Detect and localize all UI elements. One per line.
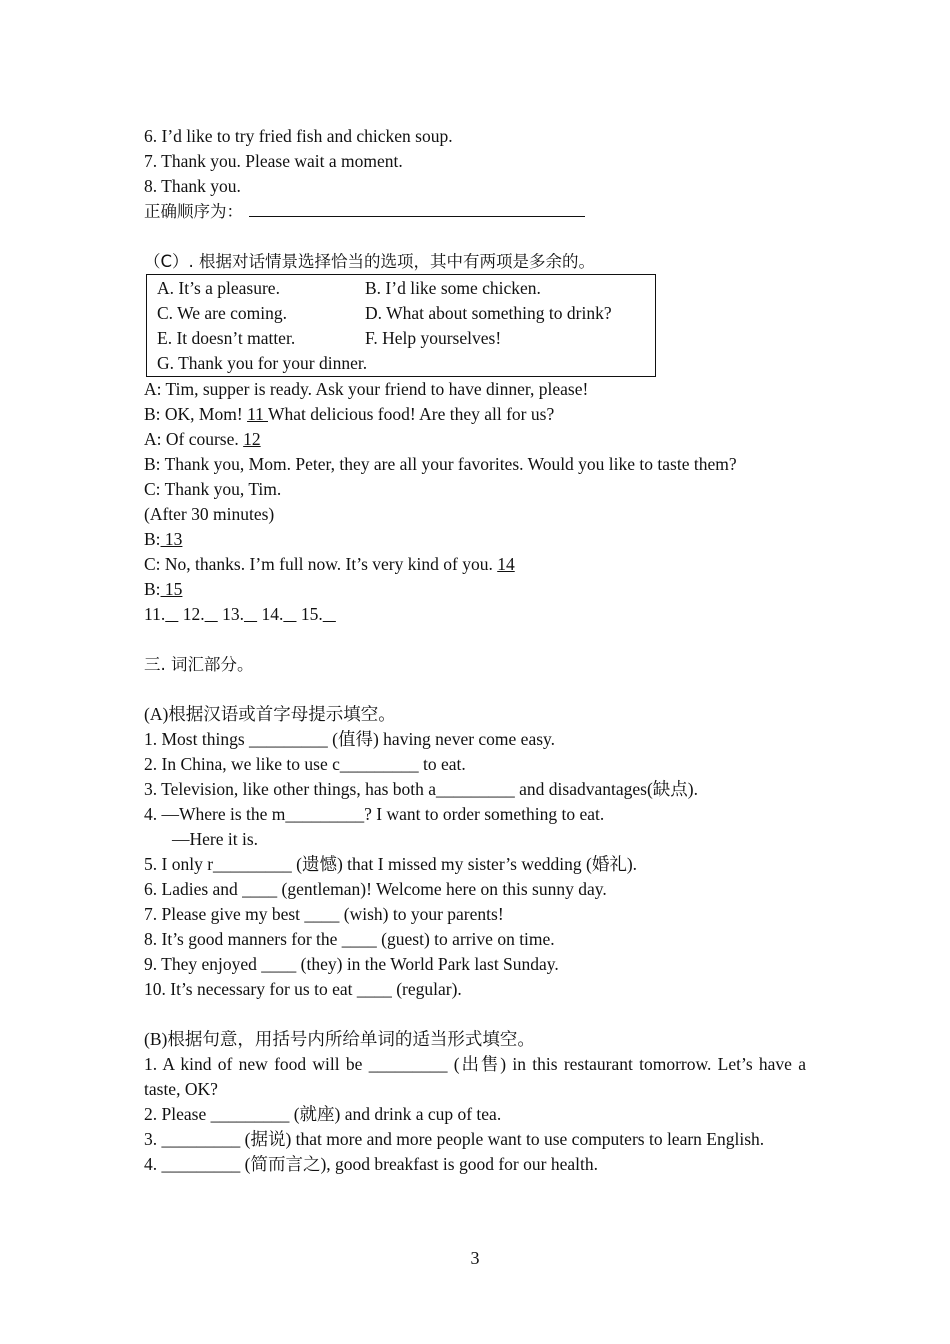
list-item: 6. I’d like to try fried fish and chicken soup. [144,126,453,146]
option-b: B. I’d like some chicken. [365,278,541,298]
dialog-text: What delicious food! Are they all for us? [267,404,555,424]
order-label: 正确顺序为： [144,202,243,221]
option-d: D. What about something to drink? [365,303,612,323]
list-item: 7. Thank you. Please wait a moment. [144,151,403,171]
page-content [144,124,806,1177]
dialog-text: B: [144,529,161,549]
section-3-heading: 三. 词汇部分。 [144,655,254,674]
list-item: 9. They enjoyed ____ (they) in the World Park last Sunday. [144,954,559,974]
answer-blank[interactable] [323,604,336,624]
list-item: 8. Thank you. [144,176,241,196]
option-g: G. Thank you for your dinner. [157,353,368,373]
order-answer-line [144,199,806,224]
list-item: 10. It’s necessary for us to eat ____ (regular). [144,979,462,999]
answer-label: 14. [261,604,284,624]
options-row [147,351,655,376]
dialog-blank-11[interactable]: 11 [247,404,268,424]
list-item: 8. It’s good manners for the ____ (guest) to arrive on time. [144,929,555,949]
dialog-line [144,552,806,577]
spacer [144,677,806,702]
list-item: 7. Please give my best ____ (wish) to your parents! [144,904,504,924]
list-item: 3. Television, like other things, has both a_________ and disadvantages(缺点). [144,779,698,799]
dialog-line [144,577,806,602]
dialog-line [144,527,806,552]
dialog-blank-15[interactable]: 15 [160,579,183,599]
spacer [144,224,806,249]
options-row [147,276,655,301]
order-answer-blank[interactable] [249,199,585,217]
list-item: 3. _________ (据说) that more and more people want to use computers to learn English. [144,1129,765,1149]
list-item: 6. Ladies and ____ (gentleman)! Welcome here on this sunny day. [144,879,607,899]
answer-blank[interactable] [205,604,218,624]
spacer [144,627,806,652]
options-row [147,301,655,326]
dialog-line: A: Tim, supper is ready. Ask your friend to have dinner, please! [144,379,589,399]
list-item: 4. —Where is the m_________? I want to order something to eat. [144,804,605,824]
list-item: 5. I only r_________ (遗憾) that I missed my sister’s wedding (婚礼). [144,854,638,874]
dialog-line: C: Thank you, Tim. [144,479,282,499]
list-item: 1. A kind of new food will be _________ (出售) in this restaurant tomorrow. Let’s have a taste, OK? [144,1054,806,1099]
dialog-blank-12[interactable]: 12 [243,429,261,449]
list-item: 4. _________ (简而言之), good breakfast is good for our health. [144,1154,598,1174]
section-c-heading: （C）. 根据对话情景选择恰当的选项，其中有两项是多余的。 [144,252,596,271]
options-box [146,274,656,377]
list-item: 2. In China, we like to use c_________ to eat. [144,754,466,774]
option-e: E. It doesn’t matter. [157,328,296,348]
answer-blank[interactable] [165,604,178,624]
answer-label: 15. [300,604,323,624]
dialog-line [144,402,806,427]
dialog-text: A: Of course. [144,429,244,449]
dialog-text: B: OK, Mom! [144,404,248,424]
options-row [147,326,655,351]
answer-label: 13. [222,604,244,624]
page-number: 3 [470,1248,480,1268]
option-f: F. Help yourselves! [365,328,502,348]
dialog-line: B: Thank you, Mom. Peter, they are all your favorites. Would you like to taste them? [144,454,737,474]
section-3a-heading: (A)根据汉语或首字母提示填空。 [144,704,396,724]
option-a: A. It’s a pleasure. [157,278,280,298]
list-item: 2. Please _________ (就座) and drink a cup of tea. [144,1104,502,1124]
answer-blank[interactable] [283,604,296,624]
option-c: C. We are coming. [157,303,287,323]
section-3b-heading: (B)根据句意，用括号内所给单词的适当形式填空。 [144,1029,535,1049]
answer-line [144,602,806,627]
dialog-text: B: [144,579,161,599]
dialog-line [144,427,806,452]
dialog-text: C: No, thanks. I’m full now. It’s very kind of you. [144,554,498,574]
answer-label: 11. [144,604,166,624]
list-item-continuation: —Here it is. [172,829,259,849]
answer-blank[interactable] [244,604,257,624]
answer-label: 12. [182,604,205,624]
spacer [144,1002,806,1027]
dialog-blank-14[interactable]: 14 [497,554,515,574]
dialog-blank-13[interactable]: 13 [160,529,183,549]
list-item: 1. Most things _________ (值得) having never come easy. [144,729,556,749]
dialog-line: (After 30 minutes) [144,504,275,524]
